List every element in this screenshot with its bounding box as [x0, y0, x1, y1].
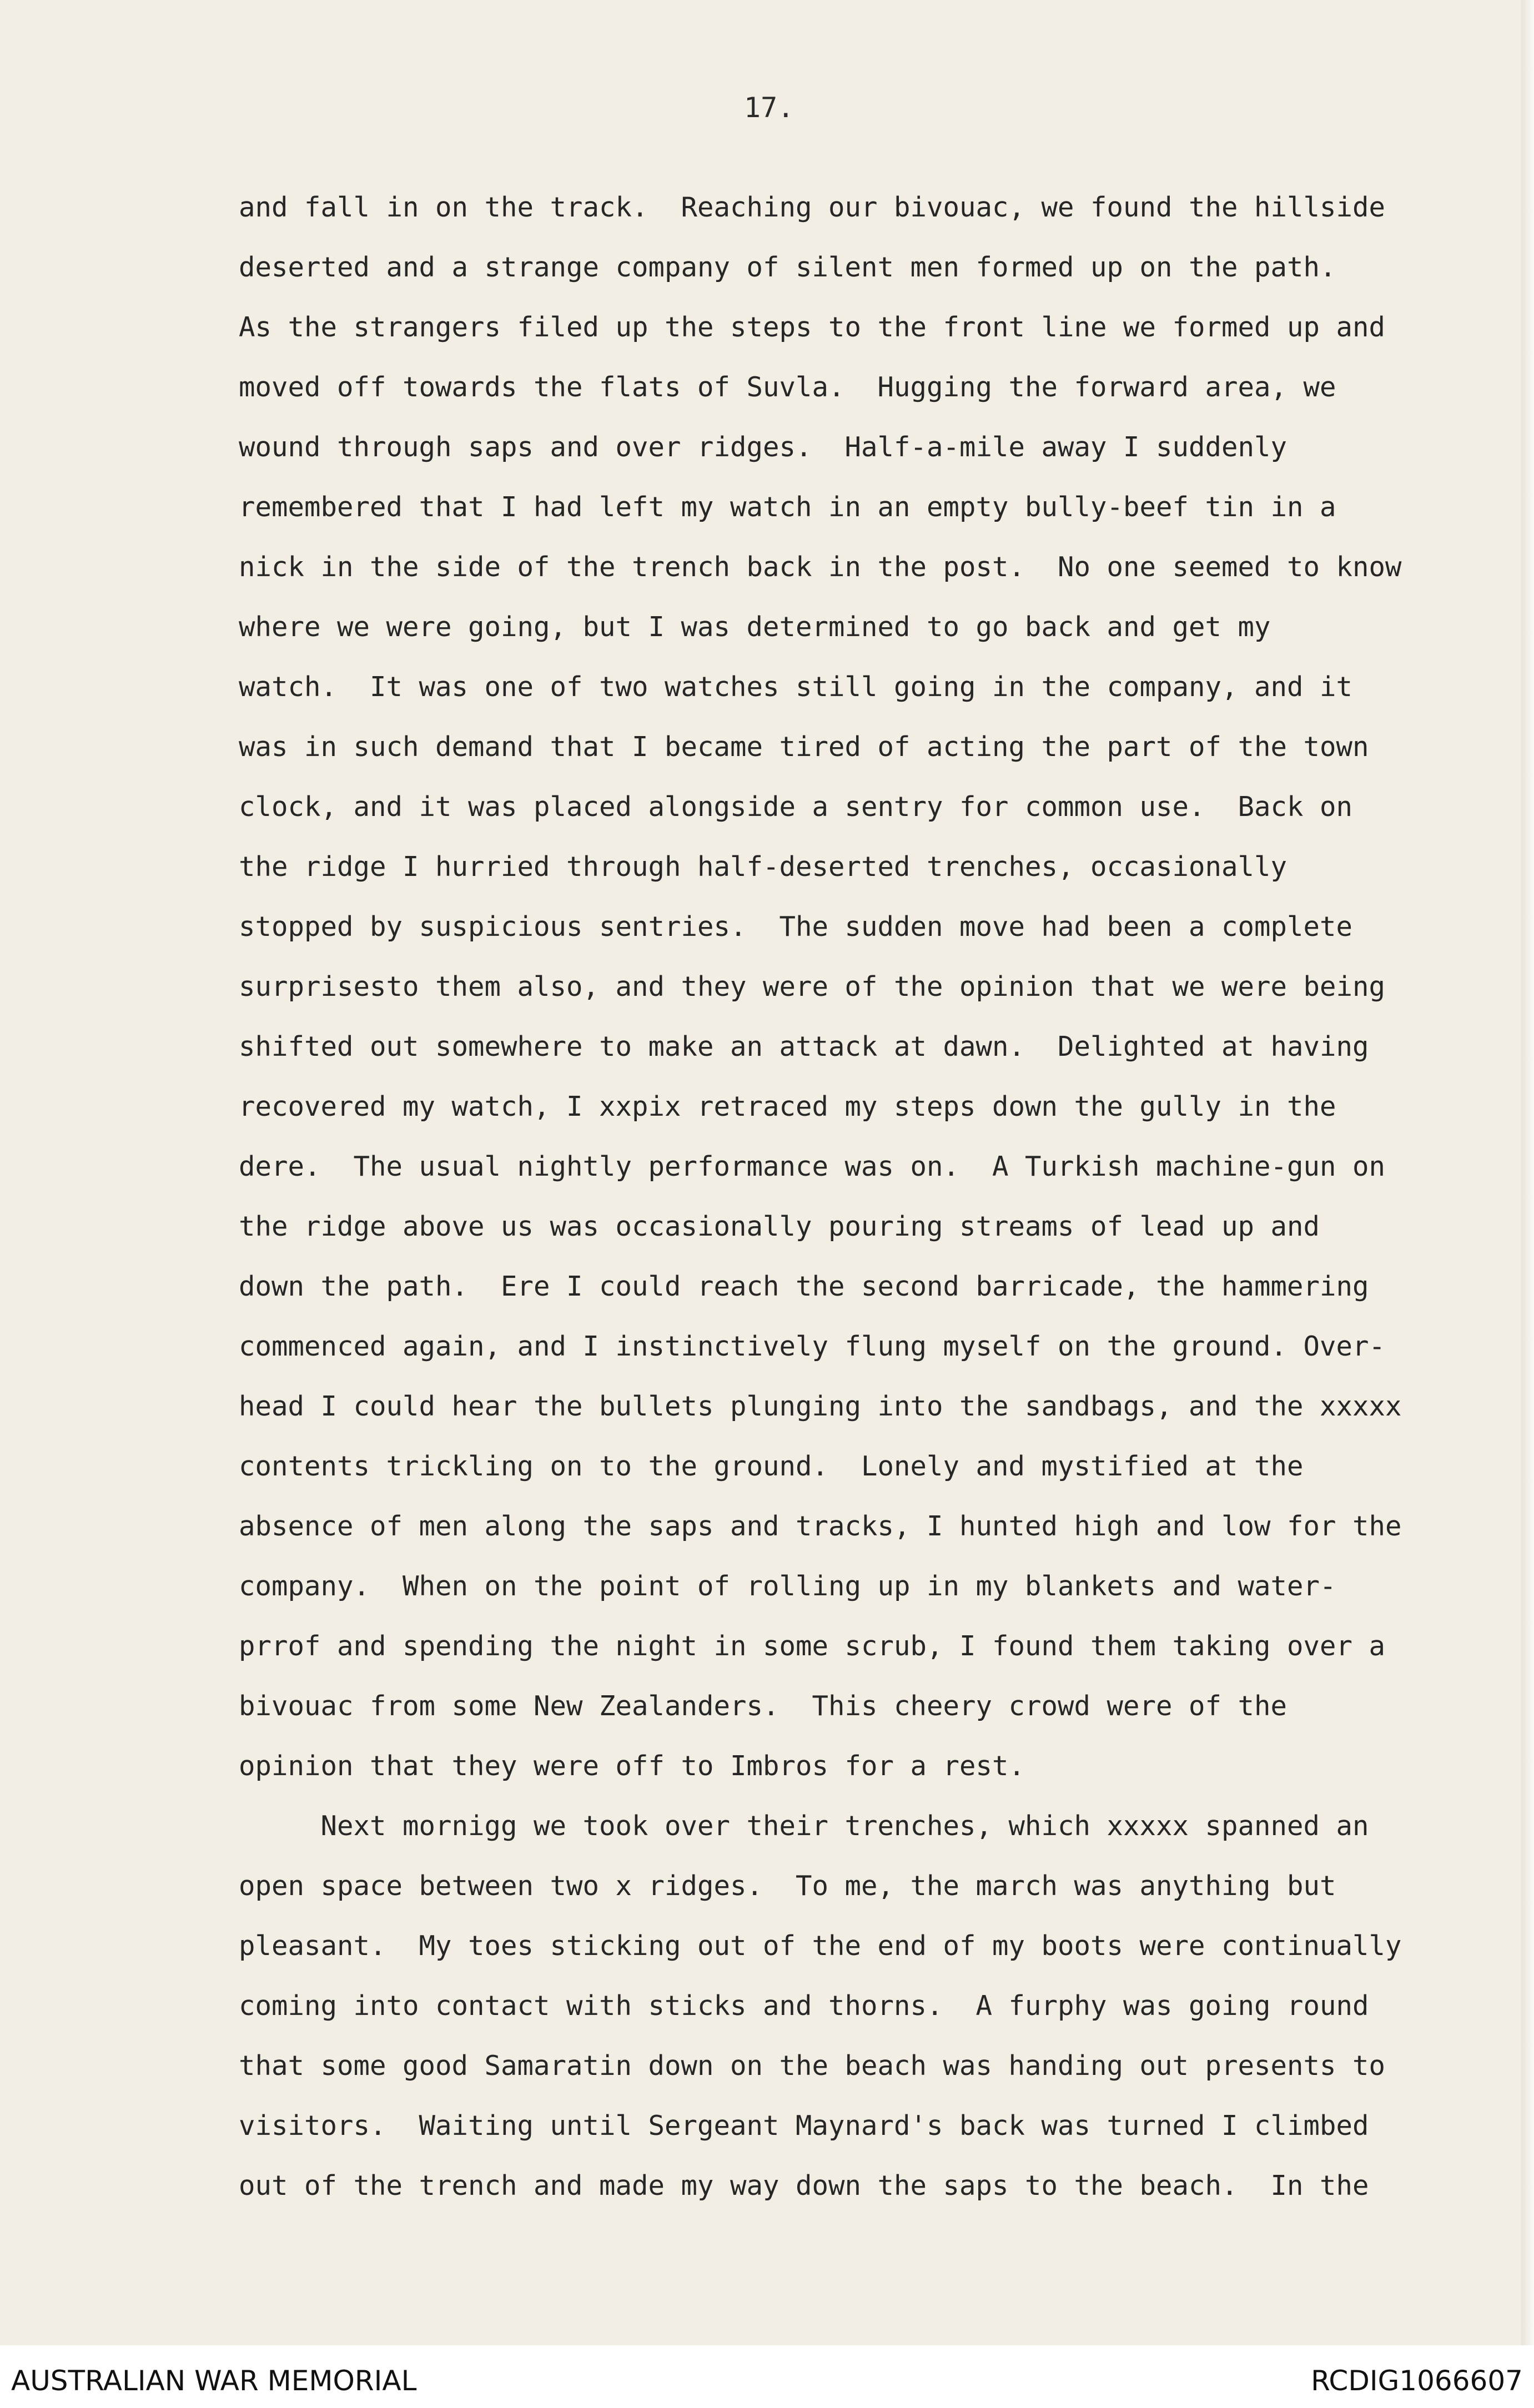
text-line: prrof and spending the night in some scrub, I found them taking over a: [239, 1630, 1386, 1662]
text-line: where we were going, but I was determined to go back and get my: [239, 611, 1271, 643]
text-line: shifted out somewhere to make an attack at dawn. Delighted at having: [239, 1031, 1369, 1062]
text-line: opinion that they were off to Imbros for a rest.: [239, 1750, 1025, 1782]
archive-credit: AUSTRALIAN WAR MEMORIAL: [11, 2365, 417, 2397]
text-line: that some good Samaratin down on the beach was handing out presents to: [239, 2050, 1386, 2082]
text-line: pleasant. My toes sticking out of the end of my boots were continually: [239, 1930, 1402, 1962]
text-line: stopped by suspicious sentries. The sudden move had been a complete: [239, 911, 1353, 943]
text-line: absence of men along the saps and tracks, I hunted high and low for the: [239, 1510, 1402, 1542]
text-line: surprisesto them also, and they were of the opinion that we were being: [239, 971, 1386, 1003]
text-line: and fall in on the track. Reaching our bivouac, we found the hillside: [239, 192, 1386, 223]
text-line: As the strangers filed up the steps to the front line we formed up and: [239, 311, 1386, 343]
text-line: moved off towards the flats of Suvla. Hugging the forward area, we: [239, 371, 1336, 403]
text-line: recovered my watch, I xxpix retraced my steps down the gully in the: [239, 1091, 1336, 1122]
text-line: Next mornigg we took over their trenches, which xxxxx spanned an: [239, 1810, 1369, 1842]
typescript-body: [239, 178, 1516, 2216]
text-line: head I could hear the bullets plunging into the sandbags, and the xxxxx: [239, 1391, 1402, 1422]
text-line: coming into contact with sticks and thorns. A furphy was going round: [239, 1990, 1369, 2022]
text-line: the ridge above us was occasionally pouring streams of lead up and: [239, 1211, 1320, 1242]
text-line: commenced again, and I instinctively flung myself on the ground. Over-: [239, 1331, 1386, 1362]
text-line: bivouac from some New Zealanders. This cheery crowd were of the: [239, 1690, 1287, 1722]
page-edge: [1521, 0, 1534, 2345]
text-line: nick in the side of the trench back in the post. No one seemed to know: [239, 551, 1402, 583]
text-line: out of the trench and made my way down the saps to the beach. In the: [239, 2170, 1369, 2202]
text-line: was in such demand that I became tired of acting the part of the town: [239, 731, 1369, 763]
text-line: the ridge I hurried through half-deserted trenches, occasionally: [239, 851, 1287, 883]
text-line: dere. The usual nightly performance was on. A Turkish machine-gun on: [239, 1151, 1386, 1182]
text-line: visitors. Waiting until Sergeant Maynard's back was turned I climbed: [239, 2110, 1369, 2142]
text-line: deserted and a strange company of silent men formed up on the path.: [239, 251, 1336, 283]
text-line: open space between two x ridges. To me, the march was anything but: [239, 1870, 1336, 1902]
text-line: down the path. Ere I could reach the second barricade, the hammering: [239, 1271, 1369, 1302]
text-line: remembered that I had left my watch in an empty bully-beef tin in a: [239, 491, 1336, 523]
text-line: contents trickling on to the ground. Lonely and mystified at the: [239, 1450, 1304, 1482]
record-id: RCDIG1066607: [1311, 2365, 1523, 2397]
text-line: company. When on the point of rolling up in my blankets and water-: [239, 1570, 1336, 1602]
page-number: 17.: [744, 92, 794, 124]
text-line: wound through saps and over ridges. Half-a-mile away I suddenly: [239, 431, 1287, 463]
text-line: watch. It was one of two watches still going in the company, and it: [239, 671, 1353, 703]
text-line: clock, and it was placed alongside a sentry for common use. Back on: [239, 791, 1353, 823]
